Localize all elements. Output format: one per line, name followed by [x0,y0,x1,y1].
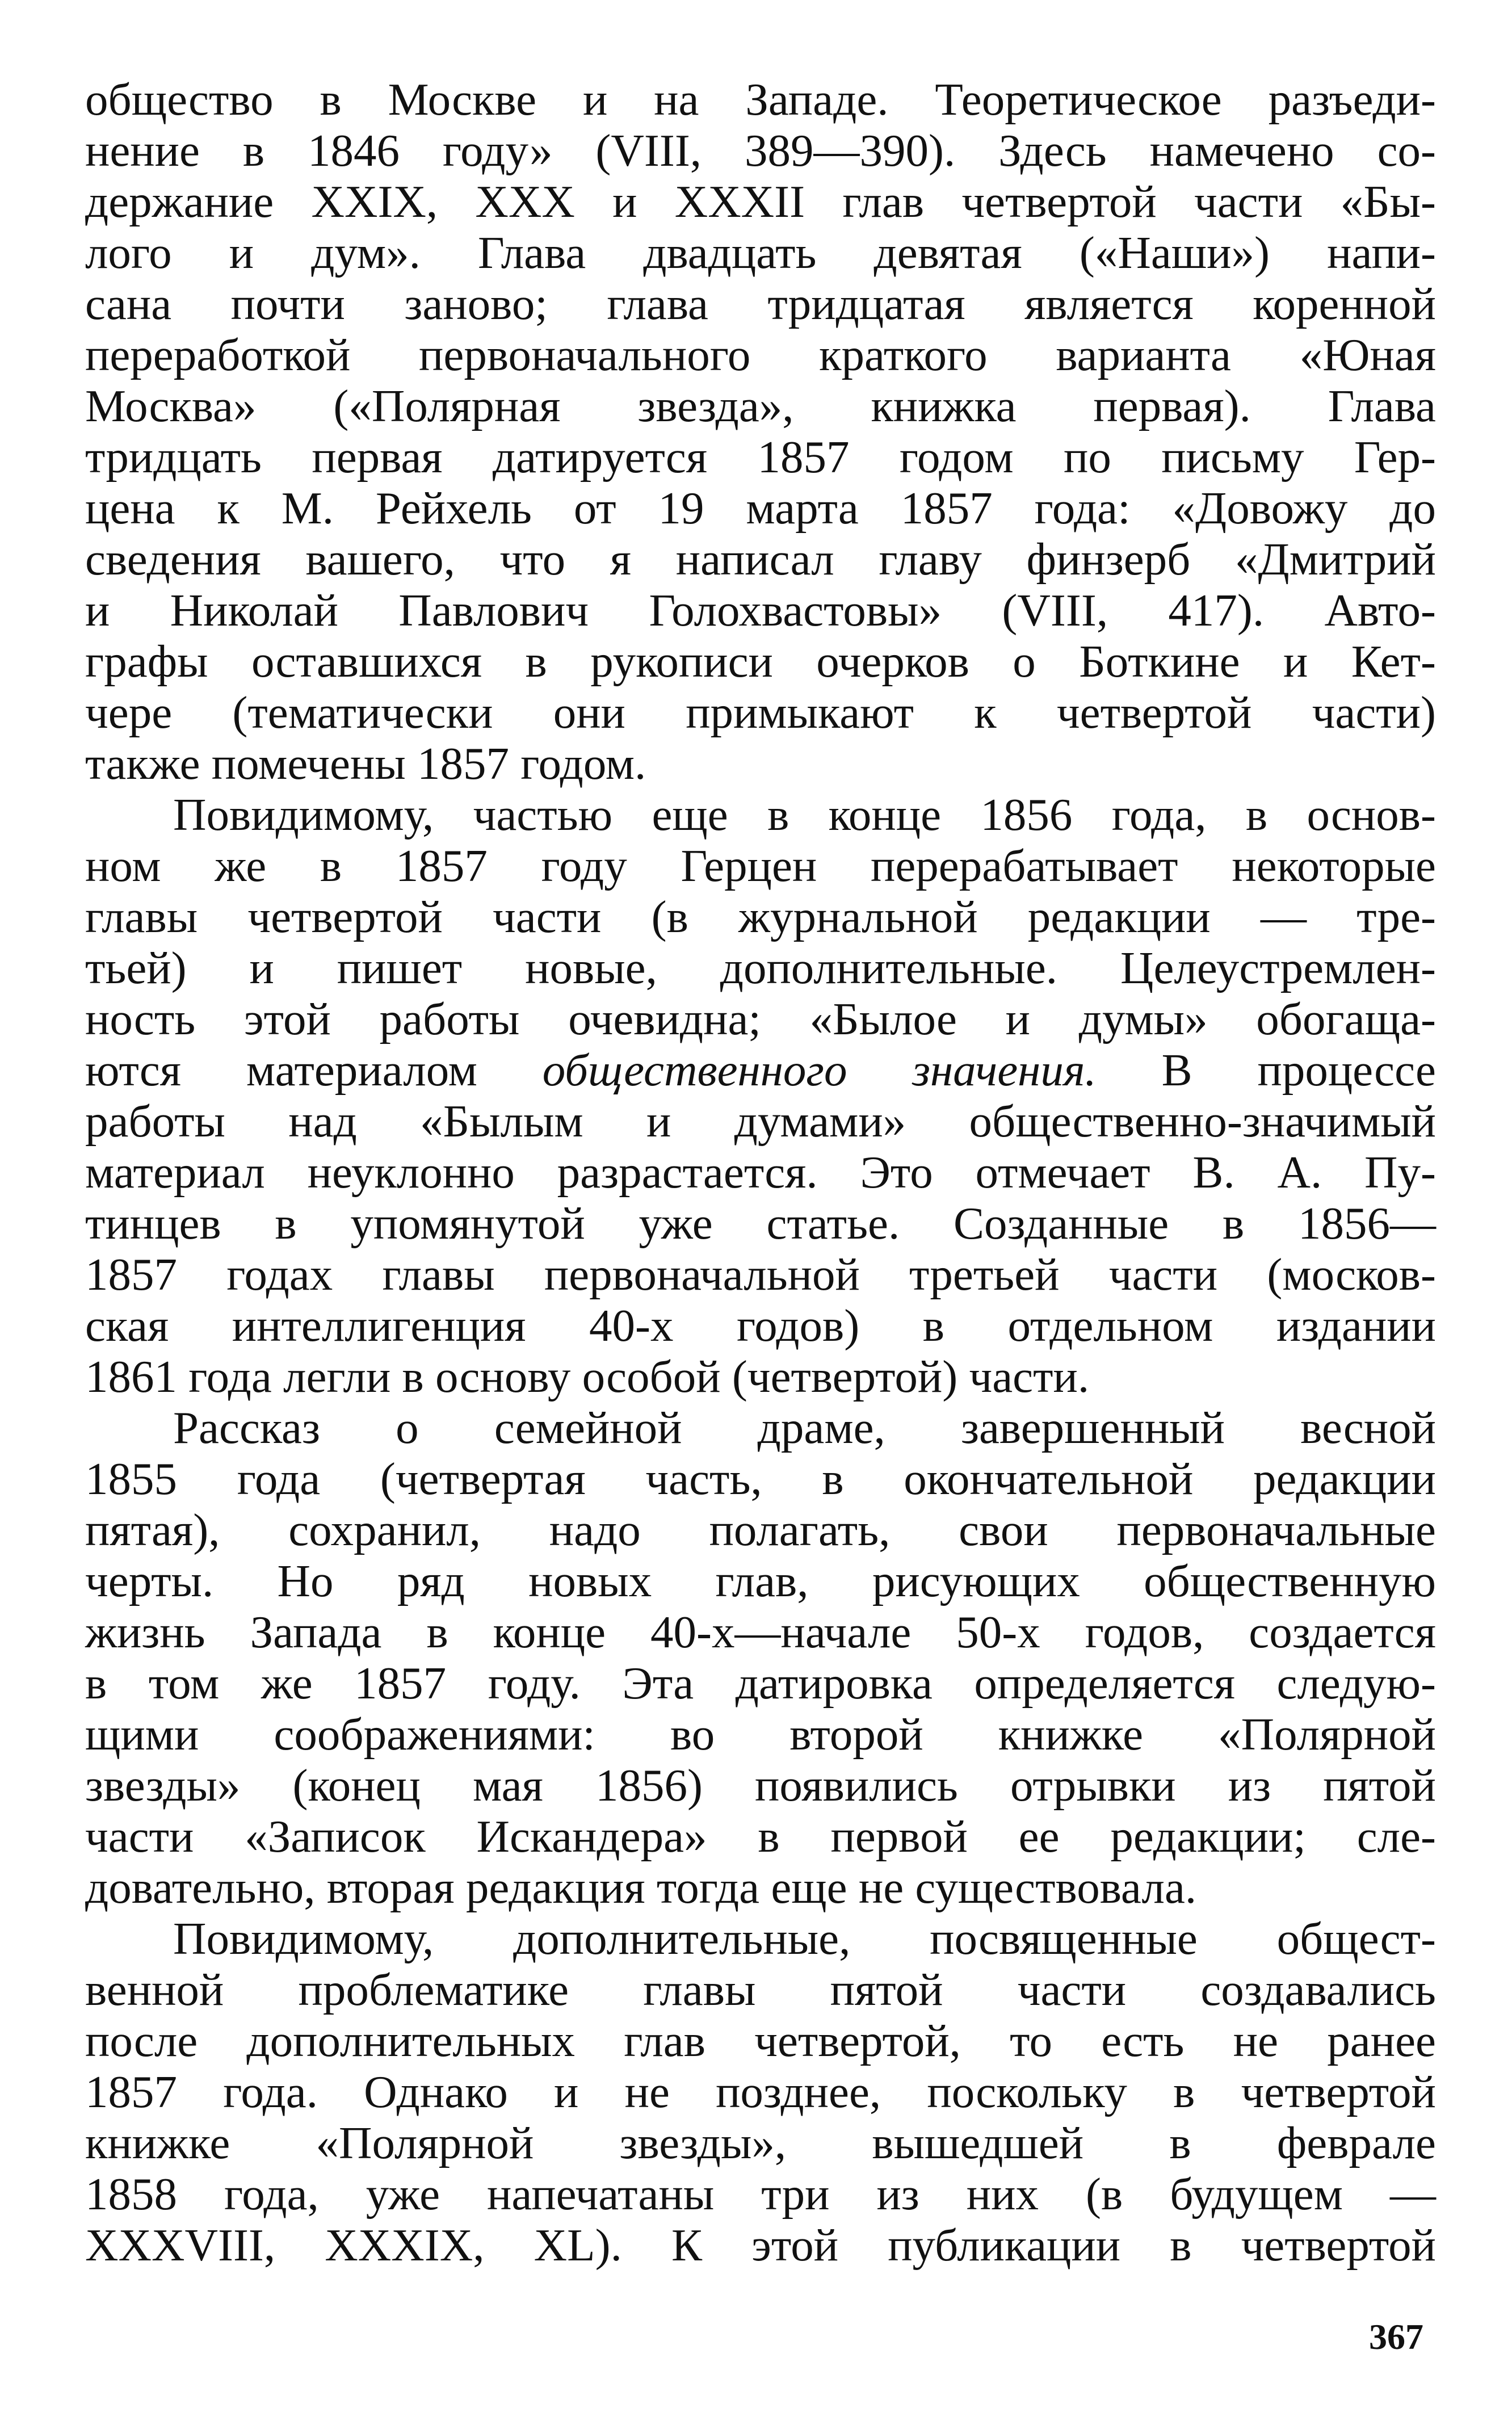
text-line: тьей) и пишет новые, дополнительные. Целеустремлен- [85,942,1436,993]
text-line: жизнь Запада в конце 40-х—начале 50-х годов, создается [85,1606,1436,1658]
text-line: черты. Но ряд новых глав, рисующих общественную [85,1555,1436,1606]
text-line: в том же 1857 году. Эта датировка определяется следую- [85,1658,1436,1709]
text-line: 1858 года, уже напечатаны три из них (в будущем — [85,2168,1436,2220]
text-line: общество в Москве и на Западе. Теоретическое разъеди- [85,74,1436,125]
emphasis-text: общественного значения. [542,1044,1097,1096]
text-segment: В процессе [1096,1044,1436,1096]
paragraph-2 [85,789,1436,1402]
paragraph-3 [85,1402,1436,1913]
text-line: 1857 года. Однако и не позднее, поскольку в четвертой [85,2066,1436,2117]
text-line: цена к М. Рейхель от 19 марта 1857 года: «Довожу до [85,483,1436,534]
paragraph-4 [85,1913,1436,2271]
text-line: пятая), сохранил, надо полагать, свои первоначальные [85,1504,1436,1555]
text-line: 1857 годах главы первоначальной третьей части (москов- [85,1249,1436,1300]
text-line: графы оставшихся в рукописи очерков о Боткине и Кет- [85,636,1436,687]
text-line: и Николай Павлович Голохвастовы» (VIII, 417). Авто- [85,585,1436,636]
text-line: XXXVIII, XXXIX, XL). К этой публикации в четвертой [85,2220,1436,2271]
page-number: 367 [1369,2317,1423,2357]
text-line: книжке «Полярной звезды», вышедшей в феврале [85,2117,1436,2168]
text-line: после дополнительных глав четвертой, то есть не ранее [85,2015,1436,2066]
text-line: сана почти заново; глава тридцатая является коренной [85,278,1436,329]
text-line: ская интеллигенция 40-х годов) в отдельном издании [85,1300,1436,1351]
text-line: Повидимому, частью еще в конце 1856 года, в основ- [173,789,1436,840]
paragraph-1 [85,74,1436,789]
text-line: главы четвертой части (в журнальной редакции — тре- [85,891,1436,942]
text-line: 1855 года (четвертая часть, в окончательной редакции [85,1453,1436,1504]
text-line: Повидимому, дополнительные, посвященные общест- [173,1913,1436,1964]
text-line: нение в 1846 году» (VIII, 389—390). Здесь намечено со- [85,125,1436,176]
text-line: материал неуклонно разрастается. Это отмечает В. А. Пу- [85,1147,1436,1198]
text-line: ном же в 1857 году Герцен перерабатывает некоторые [85,840,1436,891]
text-line: также помечены 1857 годом. [85,738,646,789]
text-line: Москва» («Полярная звезда», книжка первая). Глава [85,380,1436,431]
text-line: лого и дум». Глава двадцать девятая («Наши») напи- [85,227,1436,278]
book-page [85,74,1436,2367]
text-line: работы над «Былым и думами» общественно-значимый [85,1096,1436,1147]
text-line: сведения вашего, что я написал главу финзерб «Дмитрий [85,534,1436,585]
text-line: чере (тематически они примыкают к четвертой части) [85,687,1436,738]
text-line: ность этой работы очевидна; «Былое и думы» обогаща- [85,993,1436,1044]
text-line: венной проблематике главы пятой части создавались [85,1964,1436,2015]
text-line: Рассказ о семейной драме, завершенный весной [173,1402,1436,1453]
text-line: держание XXIX, XXX и XXXII глав четвертой части «Бы- [85,176,1436,227]
text-line: переработкой первоначального краткого варианта «Юная [85,329,1436,380]
text-line: тридцать первая датируется 1857 годом по письму Гер- [85,431,1436,483]
text-line: щими соображениями: во второй книжке «Полярной [85,1709,1436,1760]
text-line-with-emphasis [85,1044,1436,1096]
text-line: тинцев в упомянутой уже статье. Созданные в 1856— [85,1198,1436,1249]
text-line: 1861 года легли в основу особой (четвертой) части. [85,1351,1090,1402]
text-line: части «Записок Искандера» в первой ее редакции; сле- [85,1811,1436,1862]
text-line: довательно, вторая редакция тогда еще не существовала. [85,1862,1197,1913]
text-segment: ются материалом [85,1044,543,1096]
text-line: звезды» (конец мая 1856) появились отрывки из пятой [85,1760,1436,1811]
